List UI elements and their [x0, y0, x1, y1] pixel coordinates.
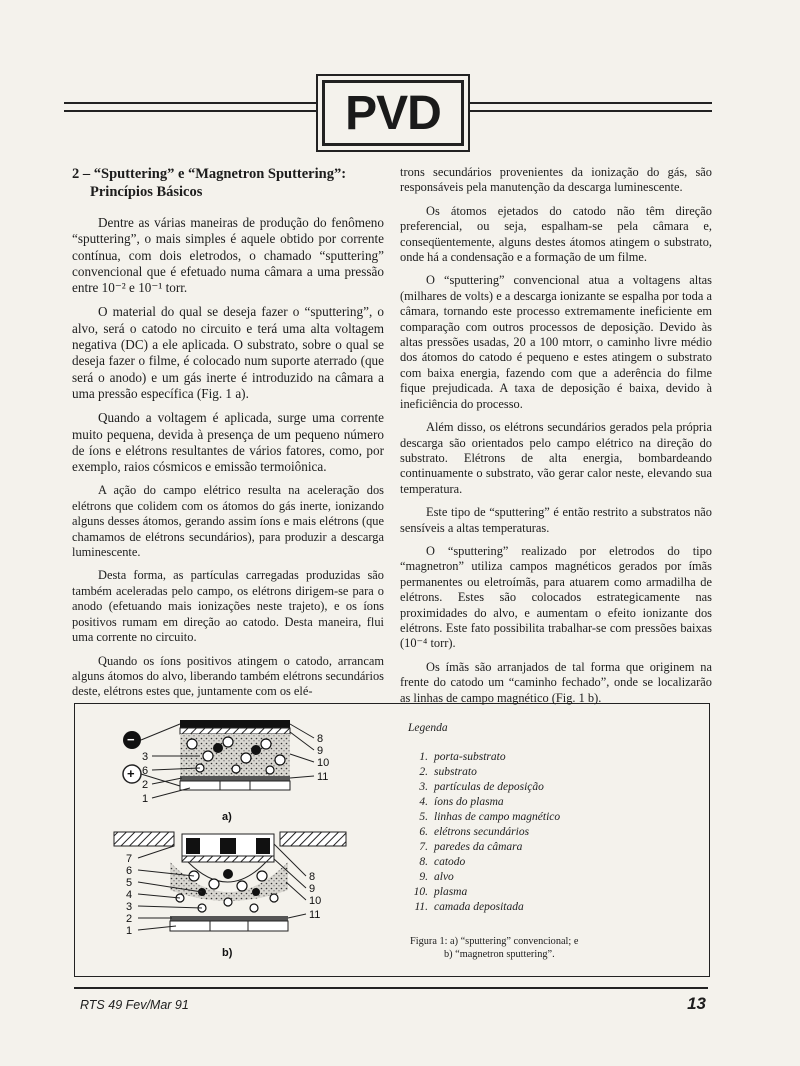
callout-number: 2	[142, 779, 149, 791]
minus-sign: −	[127, 732, 135, 747]
sputtering-diagram	[110, 712, 400, 967]
legend-title: Legenda	[408, 722, 448, 734]
callout-number: 11	[309, 909, 321, 921]
diagram-b-label: b)	[222, 947, 233, 959]
callout-number: 2	[126, 913, 133, 925]
legend-item: 9. alvo	[419, 871, 454, 883]
magnet	[186, 838, 200, 854]
legend-item: 8. catodo	[419, 856, 466, 868]
substrate-holder-a	[180, 781, 290, 790]
callout-number: 9	[309, 883, 316, 895]
chamber-wall-right	[280, 832, 346, 846]
callout-number: 4	[126, 889, 133, 901]
callout-number: 1	[126, 925, 133, 937]
target-b	[182, 856, 274, 862]
callout-number: 8	[309, 871, 316, 883]
chamber-wall-left	[114, 832, 174, 846]
right-column	[400, 165, 712, 714]
paragraph: Além disso, os elétrons secundários gerados pela própria descarga são orientados pelo campo elétrico na direção do substrato. Elétrons de alta energia, bombardeando continuamente o substrato, vão gerar calor neste, elevando sua temperatura.	[400, 420, 712, 496]
callout-number: 11	[317, 771, 329, 783]
section-title-box	[322, 80, 464, 146]
paragraph: Dentre as várias maneiras de produção do fenômeno “sputtering”, o mais simples é aquele obtido por corrente contínua, com dois eletrodos, o chamado “sputtering” convencional que é efetuado numa câmara a uma pressão entre 10⁻² e 10⁻¹ torr.	[72, 215, 384, 296]
target-a	[180, 728, 290, 734]
legend-item: 3. partículas de deposição	[419, 781, 544, 793]
callout-number: 3	[142, 751, 149, 763]
legend-item: 10. plasma	[413, 886, 468, 898]
callout-number: 10	[309, 895, 322, 907]
issue-info: RTS 49 Fev/Mar 91	[80, 998, 189, 1012]
substrate-a	[180, 776, 290, 781]
figure-legend	[408, 722, 698, 915]
magnet	[220, 838, 236, 854]
paragraph: O “sputtering” realizado por eletrodos do tipo “magnetron” utiliza campos magnéticos gerados por ímãs permanentes ou eletroímãs, para atuarem como armadilha de elétrons. Estes são colocados estrategicamente nas proximidades do alvo, e aumentam o efeito ionizante dos elétrons. Este fato possibilita trabalhar-se com pressões baixas (10⁻⁴ torr).	[400, 543, 712, 651]
callout-number: 10	[317, 757, 330, 769]
paragraph: O material do qual se deseja fazer o “sputtering”, o alvo, será o catodo no circuito e terá uma alta voltagem negativa (DC) a ele aplicada. O substrato, sobre o qual se deseja fazer o filme, é colocado num suporte aterrado (que será o anodo) e um gás inerte é introduzido na câmara a uma pressão específica (Fig. 1 a).	[72, 304, 384, 401]
legend-item: 11. camada depositada	[414, 901, 524, 913]
wire	[141, 724, 180, 740]
section-title: PVD	[345, 86, 441, 140]
magnet	[256, 838, 270, 854]
paragraph: Quando a voltagem é aplicada, surge uma corrente muito pequena, devida à presença de um pequeno número de íons e elétrons resultantes de vários fatores, como, por exemplo, raios cósmicos e emissão termoiônica.	[72, 410, 384, 475]
legend-item: 4. íons do plasma	[419, 796, 504, 808]
legend-item: 5. linhas de campo magnético	[419, 811, 561, 823]
substrate-b	[170, 916, 288, 921]
paragraph: Quando os íons positivos atingem o catodo, arrancam alguns átomos do alvo, liberando também elétrons secundários deste, elétrons estes que, juntamente com os elé-	[72, 653, 384, 699]
diagram-a-label: a)	[222, 811, 232, 823]
legend-item: 1. porta-substrato	[419, 751, 506, 763]
callout-number: 6	[126, 865, 133, 877]
legend-item: 6. elétrons secundários	[419, 826, 530, 838]
article-heading: 2 – “Sputtering” e “Magnetron Sputtering”: Princípios Básicos	[72, 166, 347, 200]
paragraph: trons secundários provenientes da ionização do gás, são responsáveis pela manutenção da descarga luminescente.	[400, 165, 712, 195]
callout-number: 5	[126, 877, 133, 889]
callout-number: 8	[317, 733, 324, 745]
caption-line-2: b) “magnetron sputtering”.	[444, 949, 555, 960]
legend-item: 2. substrato	[419, 766, 477, 778]
callout-number: 7	[126, 853, 133, 865]
caption-line-1: Figura 1: a) “sputtering” convencional; e	[410, 936, 579, 947]
paragraph: Desta forma, as partículas carregadas produzidas são também aceleradas pelo campo, os elétrons dirigem-se para o anodo (efetuando mais ionizações neste trajeto), e os íons positivos rumam em direção ao catodo. Desta maneira, flui uma corrente no circuito.	[72, 568, 384, 645]
diagram-a	[123, 720, 329, 823]
paragraph: O “sputtering” convencional atua a voltagens altas (milhares de volts) e a descarga ionizante se espalha por toda a câmara, tornando este processo extremamente ineficiente em comparação com outros processos de deposição. Devido às altas pressões usadas, 20 a 100 mtorr, o caminho livre médio dos átomos do catodo é pequeno e estes atingem o substrato com baixa energia, fazendo com que a aderência do filme fique prejudicada. A taxa de deposição é baixa, devido à ineficiência do processo.	[400, 273, 712, 411]
callout-number: 9	[317, 745, 324, 757]
callout-number: 6	[142, 765, 149, 777]
paragraph: A ação do campo elétrico resulta na aceleração dos elétrons que colidem com os átomos do gás inerte, ionizando alguns desses átomos, gerando assim íons e mais elétrons (que chamamos de elétrons secundários), para produzir a descarga luminescente.	[72, 483, 384, 560]
legend-item: 7. paredes da câmara	[419, 841, 523, 853]
header-rule-left-bottom	[64, 110, 316, 112]
left-column	[72, 165, 384, 708]
paragraph: Os ímãs são arranjados de tal forma que originem na frente do catodo um “caminho fechado”, onde se localizarão as linhas de campo magnético (Fig. 1 b).	[400, 659, 712, 705]
header-rule-right-bottom	[464, 110, 712, 112]
footer-rule	[74, 987, 708, 989]
cathode-a	[180, 720, 290, 728]
header-rule-left-top	[64, 102, 316, 104]
figure-caption	[410, 935, 700, 961]
callout-number: 1	[142, 793, 149, 805]
paragraph: Os átomos ejetados do catodo não têm direção preferencial, ou seja, espalham-se pela câmara e, conseqüentemente, alguns destes átomos atingem o substrato, onde há a condensação e a formação de um filme.	[400, 203, 712, 265]
callout-number: 3	[126, 901, 133, 913]
plus-sign: +	[127, 766, 135, 781]
paragraph: Este tipo de “sputtering” é então restrito a substratos não sensíveis a altas temperaturas.	[400, 505, 712, 535]
page-number: 13	[687, 994, 706, 1013]
substrate-holder-b	[170, 921, 288, 931]
diagram-b	[114, 832, 346, 959]
header-rule-right-top	[464, 102, 712, 104]
